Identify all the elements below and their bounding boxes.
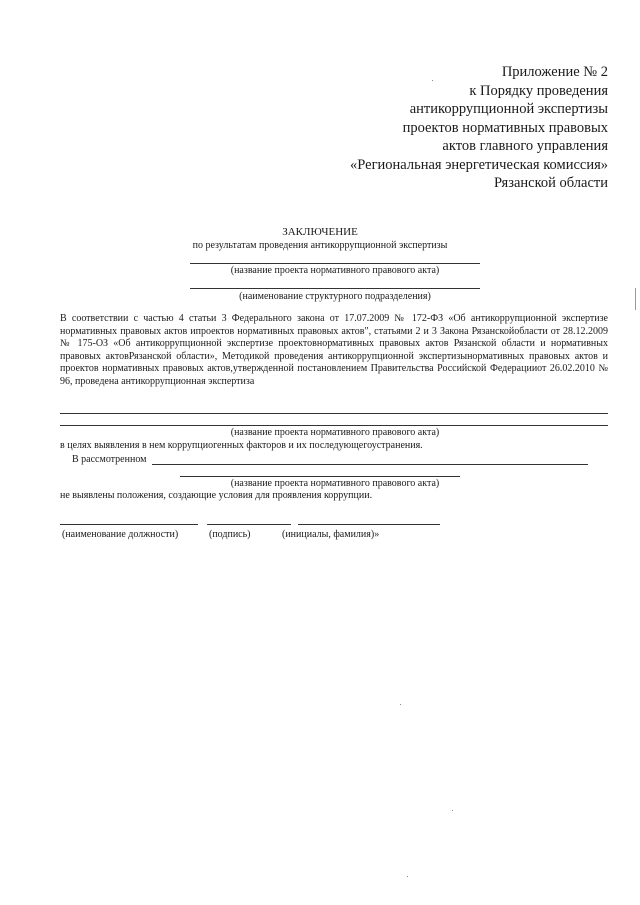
scan-speck xyxy=(400,704,401,705)
body-paragraph: В соответствии с частью 4 статьи 3 Федерального закона от 17.07.2009 № 172-ФЗ «Об антикоррупционной экспертизе нормативных правовых актов ипроектов нормативных правовых актов", статьями 2 и 3 Закона Рязанскойобласти от 28.12.2009 № 175-ОЗ «Об антикоррупционной экспертизе проектовнормативных правовых актов Рязанской области и нормативных правовых актовРязанской области», Методикой проведения антикоррупционной экспертизынормативных правовых актов и проектов нормативных правовых актов,утвержденной постановлением Правительства Российской Федерацииот 26.02.2010 № 96, проведена антикоррупционная экспертиза xyxy=(60,313,608,387)
purpose-text: в целях выявления в нем коррупциогенных факторов и их последующегоустранения. xyxy=(60,440,423,451)
signature-caption-initials: (инициалы, фамилия)» xyxy=(282,529,380,540)
appendix-header xyxy=(350,63,608,193)
appendix-line: антикоррупционной экспертизы xyxy=(409,101,608,117)
blank-line-unit-name xyxy=(190,288,480,289)
appendix-line: Приложение № 2 xyxy=(501,64,608,80)
scan-speck xyxy=(432,80,433,81)
blank-line-act-name xyxy=(190,263,480,264)
conclusion-text: не выявлены положения, создающие условия для проявления коррупции. xyxy=(60,490,373,501)
blank-line-act-name-3 xyxy=(180,476,460,477)
signature-line-position xyxy=(60,524,198,525)
reviewed-label: В рассмотренном xyxy=(72,454,147,465)
appendix-line: Рязанской области xyxy=(494,175,608,191)
appendix-line: проектов нормативных правовых xyxy=(402,119,608,136)
blank-line-act-name-2a xyxy=(60,413,608,414)
signature-line-initials xyxy=(298,524,440,525)
appendix-line: «Региональная энергетическая комиссия» xyxy=(350,156,608,173)
signature-caption-position: (наименование должности) xyxy=(62,529,179,540)
caption-act-name-2: (название проекта нормативного правового акта) xyxy=(230,427,440,438)
appendix-line: актов главного управления xyxy=(442,138,608,154)
scan-edge-mark xyxy=(635,288,636,310)
scan-speck xyxy=(407,876,408,877)
signature-line-signature xyxy=(207,524,291,525)
appendix-line: к Порядку проведения xyxy=(469,82,608,99)
document-title: ЗАКЛЮЧЕНИЕ xyxy=(282,226,358,238)
caption-act-name-3: (название проекта нормативного правового акта) xyxy=(230,478,440,489)
document-subtitle: по результатам проведения антикоррупционной экспертизы xyxy=(192,240,448,251)
scan-speck xyxy=(452,810,453,811)
caption-unit-name: (наименование структурного подразделения) xyxy=(239,291,431,302)
caption-act-name: (название проекта нормативного правового акта) xyxy=(230,265,440,276)
blank-line-act-name-2b xyxy=(60,425,608,426)
signature-caption-signature: (подпись) xyxy=(209,529,251,540)
blank-line-reviewed xyxy=(152,464,588,465)
